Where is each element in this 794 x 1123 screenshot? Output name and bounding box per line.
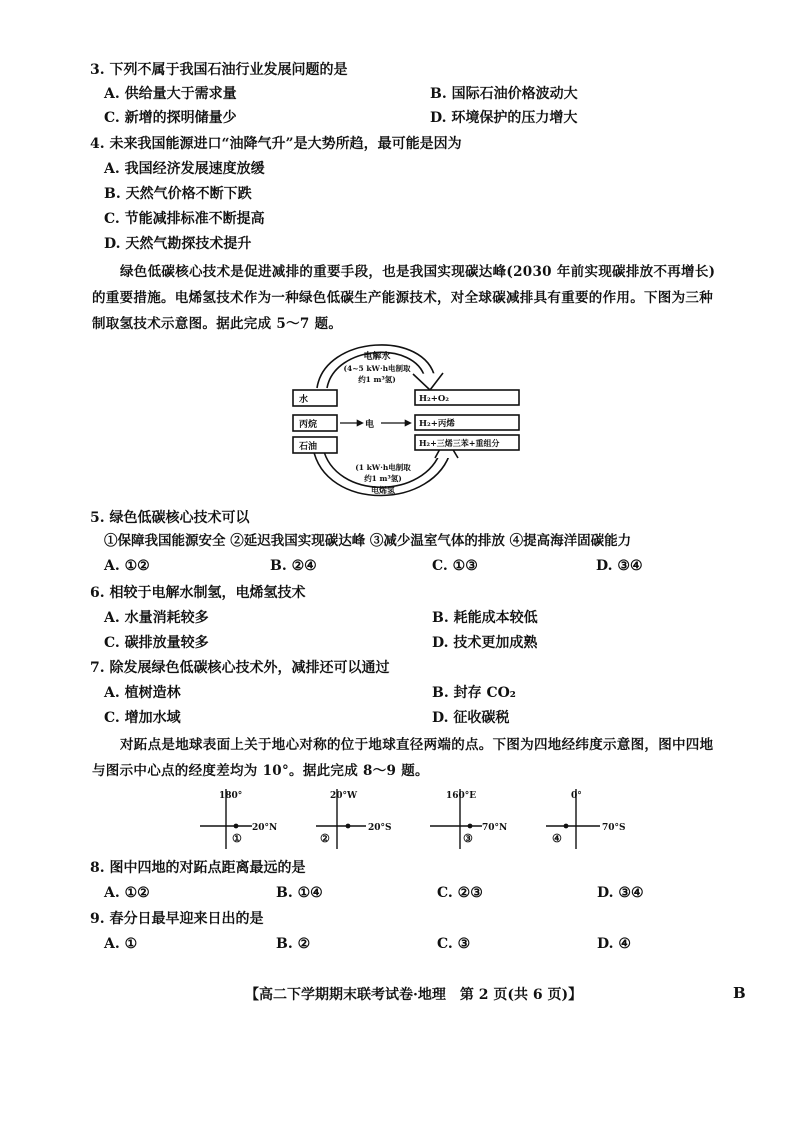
- q4-stem: 4. 未来我国能源进口“油降气升”是大势所趋，最可能是因为: [90, 136, 462, 152]
- point-3-number: ③: [463, 832, 473, 845]
- q6-option-c: C. 碳排放量较多: [104, 635, 209, 651]
- q7-stem: 7. 除发展绿色低碳核心技术外，减排还可以通过: [90, 660, 390, 676]
- q3-stem: 3. 下列不属于我国石油行业发展问题的是: [90, 62, 348, 78]
- top-label-3: 约1 m³氢): [358, 375, 396, 384]
- q5-option-c: C. ①③: [432, 558, 478, 574]
- q7-option-b: B. 封存 CO₂: [432, 685, 516, 701]
- point-3-longitude: 160°E: [446, 791, 477, 801]
- q9-option-a: A. ①: [104, 936, 138, 952]
- q6-option-a: A. 水量消耗较多: [104, 610, 209, 626]
- left-label-petroleum: 石油: [299, 442, 318, 452]
- q8-option-d: D. ③④: [597, 885, 644, 901]
- point-3-dot: [468, 824, 473, 829]
- q3-option-c: C. 新增的探明储量少: [104, 110, 237, 126]
- top-label-2: (4~5 kW·h电制取: [343, 364, 411, 373]
- q4-option-c: C. 节能减排标准不断提高: [104, 211, 265, 227]
- q3-option-b: B. 国际石油价格波动大: [430, 86, 578, 102]
- q6-option-b: B. 耗能成本较低: [432, 610, 538, 626]
- point-2-cross: [316, 789, 392, 849]
- point-1-number: ①: [232, 832, 242, 845]
- q7-option-c: C. 增加水域: [104, 710, 181, 726]
- top-arrow-head: [413, 373, 443, 390]
- q8-option-a: A. ①②: [104, 885, 150, 901]
- point-4-dot: [564, 824, 569, 829]
- q8-stem: 8. 图中四地的对跖点距离最远的是: [90, 860, 306, 876]
- q9-option-d: D. ④: [597, 936, 631, 952]
- q4-option-a: A. 我国经济发展速度放缓: [104, 161, 265, 177]
- bottom-label-2: 约1 m³氢): [364, 474, 402, 483]
- q8-option-b: B. ①④: [276, 885, 323, 901]
- bottom-label-3: 电烯氢: [371, 485, 395, 495]
- q5-stem: 5. 绿色低碳核心技术可以: [90, 510, 250, 526]
- point-2-dot: [346, 824, 351, 829]
- q4-option-b: B. 天然气价格不断下跌: [104, 186, 252, 202]
- point-1-latitude: 20°N: [252, 823, 278, 833]
- point-3-cross: [430, 789, 507, 849]
- point-2-longitude: 20°W: [330, 791, 358, 801]
- material-2-line-2: 与图示中心点的经度差均为 10°。据此完成 8～9 题。: [92, 763, 429, 779]
- q5-items: ①保障我国能源安全 ②延迟我国实现碳达峰 ③减少温室气体的排放 ④提高海洋固碳能力: [104, 533, 632, 549]
- material-2-line-1: 对跖点是地球表面上关于地心对称的位于地球直径两端的点。下图为四地经纬度示意图，图中四地: [120, 737, 714, 753]
- point-1-cross: [200, 789, 277, 849]
- right-label-3: H₂+三烯三苯+重组分: [419, 438, 500, 448]
- point-2-latitude: 20°S: [368, 823, 392, 833]
- q9-stem: 9. 春分日最早迎来日出的是: [90, 911, 264, 927]
- q5-option-b: B. ②④: [270, 558, 317, 574]
- material-1-line-2: 的重要措施。电烯氢技术作为一种绿色低碳生产能源技术，对全球碳减排具有重要的作用。下图为三种: [92, 290, 713, 306]
- hydrogen-production-diagram: [285, 340, 525, 505]
- q4-option-d: D. 天然气勘探技术提升: [104, 236, 252, 252]
- bottom-label-1: (1 kW·h电制取: [355, 463, 411, 472]
- coordinates-diagram: [190, 784, 650, 854]
- point-4-number: ④: [552, 832, 562, 845]
- right-label-1: H₂+O₂: [419, 394, 450, 404]
- point-3-latitude: 70°N: [482, 823, 508, 833]
- top-label-1: 电解水: [363, 352, 391, 362]
- q3-option-a: A. 供给量大于需求量: [104, 86, 237, 102]
- page-footer: 【高二下学期期末联考试卷·地理 第 2 页(共 6 页)】: [245, 987, 583, 1003]
- q3-option-d: D. 环境保护的压力增大: [430, 110, 578, 126]
- center-label-electricity: 电: [365, 420, 375, 430]
- q7-option-d: D. 征收碳税: [432, 710, 510, 726]
- q8-option-c: C. ②③: [437, 885, 483, 901]
- q5-option-a: A. ①②: [104, 558, 150, 574]
- point-1-longitude: 180°: [219, 791, 243, 801]
- point-4-latitude: 70°S: [602, 823, 626, 833]
- point-4-longitude: 0°: [571, 791, 582, 801]
- left-label-propane: 丙烷: [299, 420, 318, 430]
- q6-stem: 6. 相较于电解水制氢，电烯氢技术: [90, 585, 306, 601]
- point-1-dot: [234, 824, 239, 829]
- material-1-line-1: 绿色低碳核心技术是促进减排的重要手段，也是我国实现碳达峰(2030 年前实现碳排放不再增长): [120, 264, 716, 280]
- q5-option-d: D. ③④: [596, 558, 643, 574]
- q7-option-a: A. 植树造林: [104, 685, 181, 701]
- q9-option-c: C. ③: [437, 936, 471, 952]
- paper-version-mark: B: [733, 984, 746, 1002]
- q9-option-b: B. ②: [276, 936, 311, 952]
- left-label-water: 水: [299, 395, 309, 405]
- point-2-number: ②: [320, 832, 330, 845]
- point-4-cross: [546, 789, 626, 849]
- q6-option-d: D. 技术更加成熟: [432, 635, 538, 651]
- right-label-2: H₂+丙烯: [419, 419, 455, 429]
- material-1-line-3: 制取氢技术示意图。据此完成 5～7 题。: [92, 316, 343, 332]
